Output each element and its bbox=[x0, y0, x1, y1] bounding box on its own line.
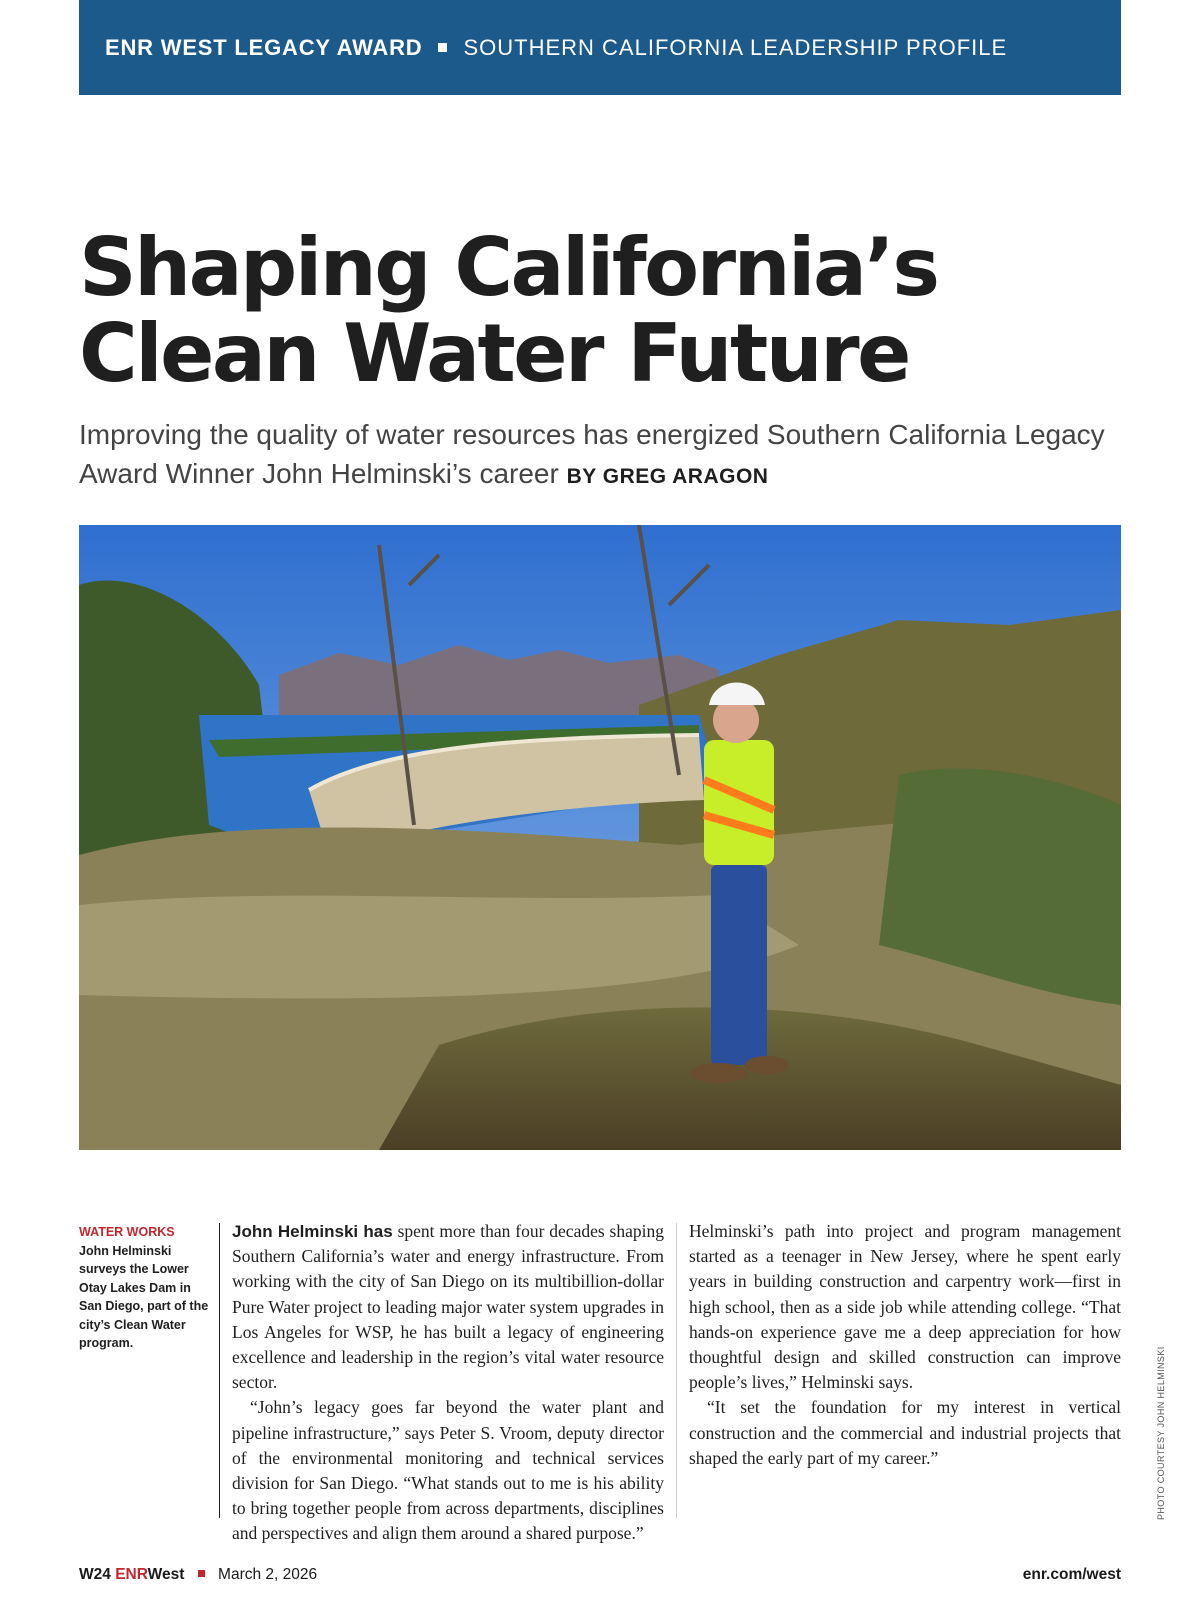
brand-west: West bbox=[147, 1566, 185, 1583]
body-column-1 bbox=[232, 1219, 664, 1547]
page-footer bbox=[79, 1566, 1121, 1588]
byline: BY GREG ARAGON bbox=[566, 465, 769, 488]
photo-caption bbox=[79, 1223, 209, 1353]
caption-head: WATER WORKS bbox=[79, 1225, 175, 1239]
dek-text: Improving the quality of water resources has energized Southern California Legacy Award Winner John Helminski’s career bbox=[79, 419, 1105, 489]
body-paragraph-4: “It set the foundation for my interest in vertical construction and the commercial and industrial projects that shaped the early part of my career.” bbox=[689, 1397, 1121, 1468]
feature-photo bbox=[79, 525, 1121, 1150]
issue-date: March 2, 2026 bbox=[218, 1566, 318, 1583]
photo-credit: PHOTO COURTESY JOHN HELMINSKI bbox=[1156, 1346, 1166, 1520]
column-divider bbox=[676, 1223, 677, 1518]
caption-divider bbox=[219, 1223, 220, 1518]
headline bbox=[79, 221, 1139, 400]
banner-separator bbox=[438, 43, 447, 52]
dek bbox=[79, 415, 1129, 496]
body-paragraph-3: Helminski’s path into project and program management started as a teenager in New Jersey, where he spent early years in building construction and carpentry work—first in high school, then as a side job while attending college. “That hands-on experience gave me a deep appreciation for how thoughtful design and skilled construction can improve people’s lives,” Helminski says. bbox=[689, 1221, 1121, 1393]
site-url: enr.com/west bbox=[1022, 1566, 1121, 1583]
section-banner bbox=[79, 0, 1121, 95]
lead-in: John Helminski has bbox=[232, 1222, 393, 1241]
brand-enr: ENR bbox=[115, 1566, 148, 1583]
body-paragraph-2: “John’s legacy goes far beyond the water plant and pipeline infrastructure,” says Peter S. Vroom, deputy director of the environmental monitoring and technical services division for San Diego. “What stands out to me is his ability to bring together people from across departments, disciplines and perspectives and align them around a shared purpose.” bbox=[232, 1397, 664, 1544]
headline-line-1: Shaping California’s bbox=[79, 221, 938, 314]
footer-separator bbox=[198, 1570, 205, 1577]
banner-kicker: ENR WEST LEGACY AWARD bbox=[105, 34, 423, 60]
body-paragraph-1 bbox=[232, 1219, 664, 1395]
body-p1-text: spent more than four decades shaping Southern California’s water and energy infrastructure. From working with the city of San Diego on its multibillion-dollar Pure Water project to leading major water system upgrades in Los Angeles for WSP, he has built a legacy of engineering excellence and leadership in the region’s vital water resource sector. bbox=[232, 1221, 664, 1393]
banner-section: SOUTHERN CALIFORNIA LEADERSHIP PROFILE bbox=[463, 34, 1008, 60]
page-number: W24 bbox=[79, 1566, 111, 1583]
dam-landscape-illustration bbox=[79, 525, 1121, 1150]
caption-text: John Helminski surveys the Lower Otay Lakes Dam in San Diego, part of the city’s Clean Water program. bbox=[79, 1243, 209, 1350]
body-column-2 bbox=[689, 1219, 1121, 1471]
headline-line-2: Clean Water Future bbox=[79, 307, 909, 400]
